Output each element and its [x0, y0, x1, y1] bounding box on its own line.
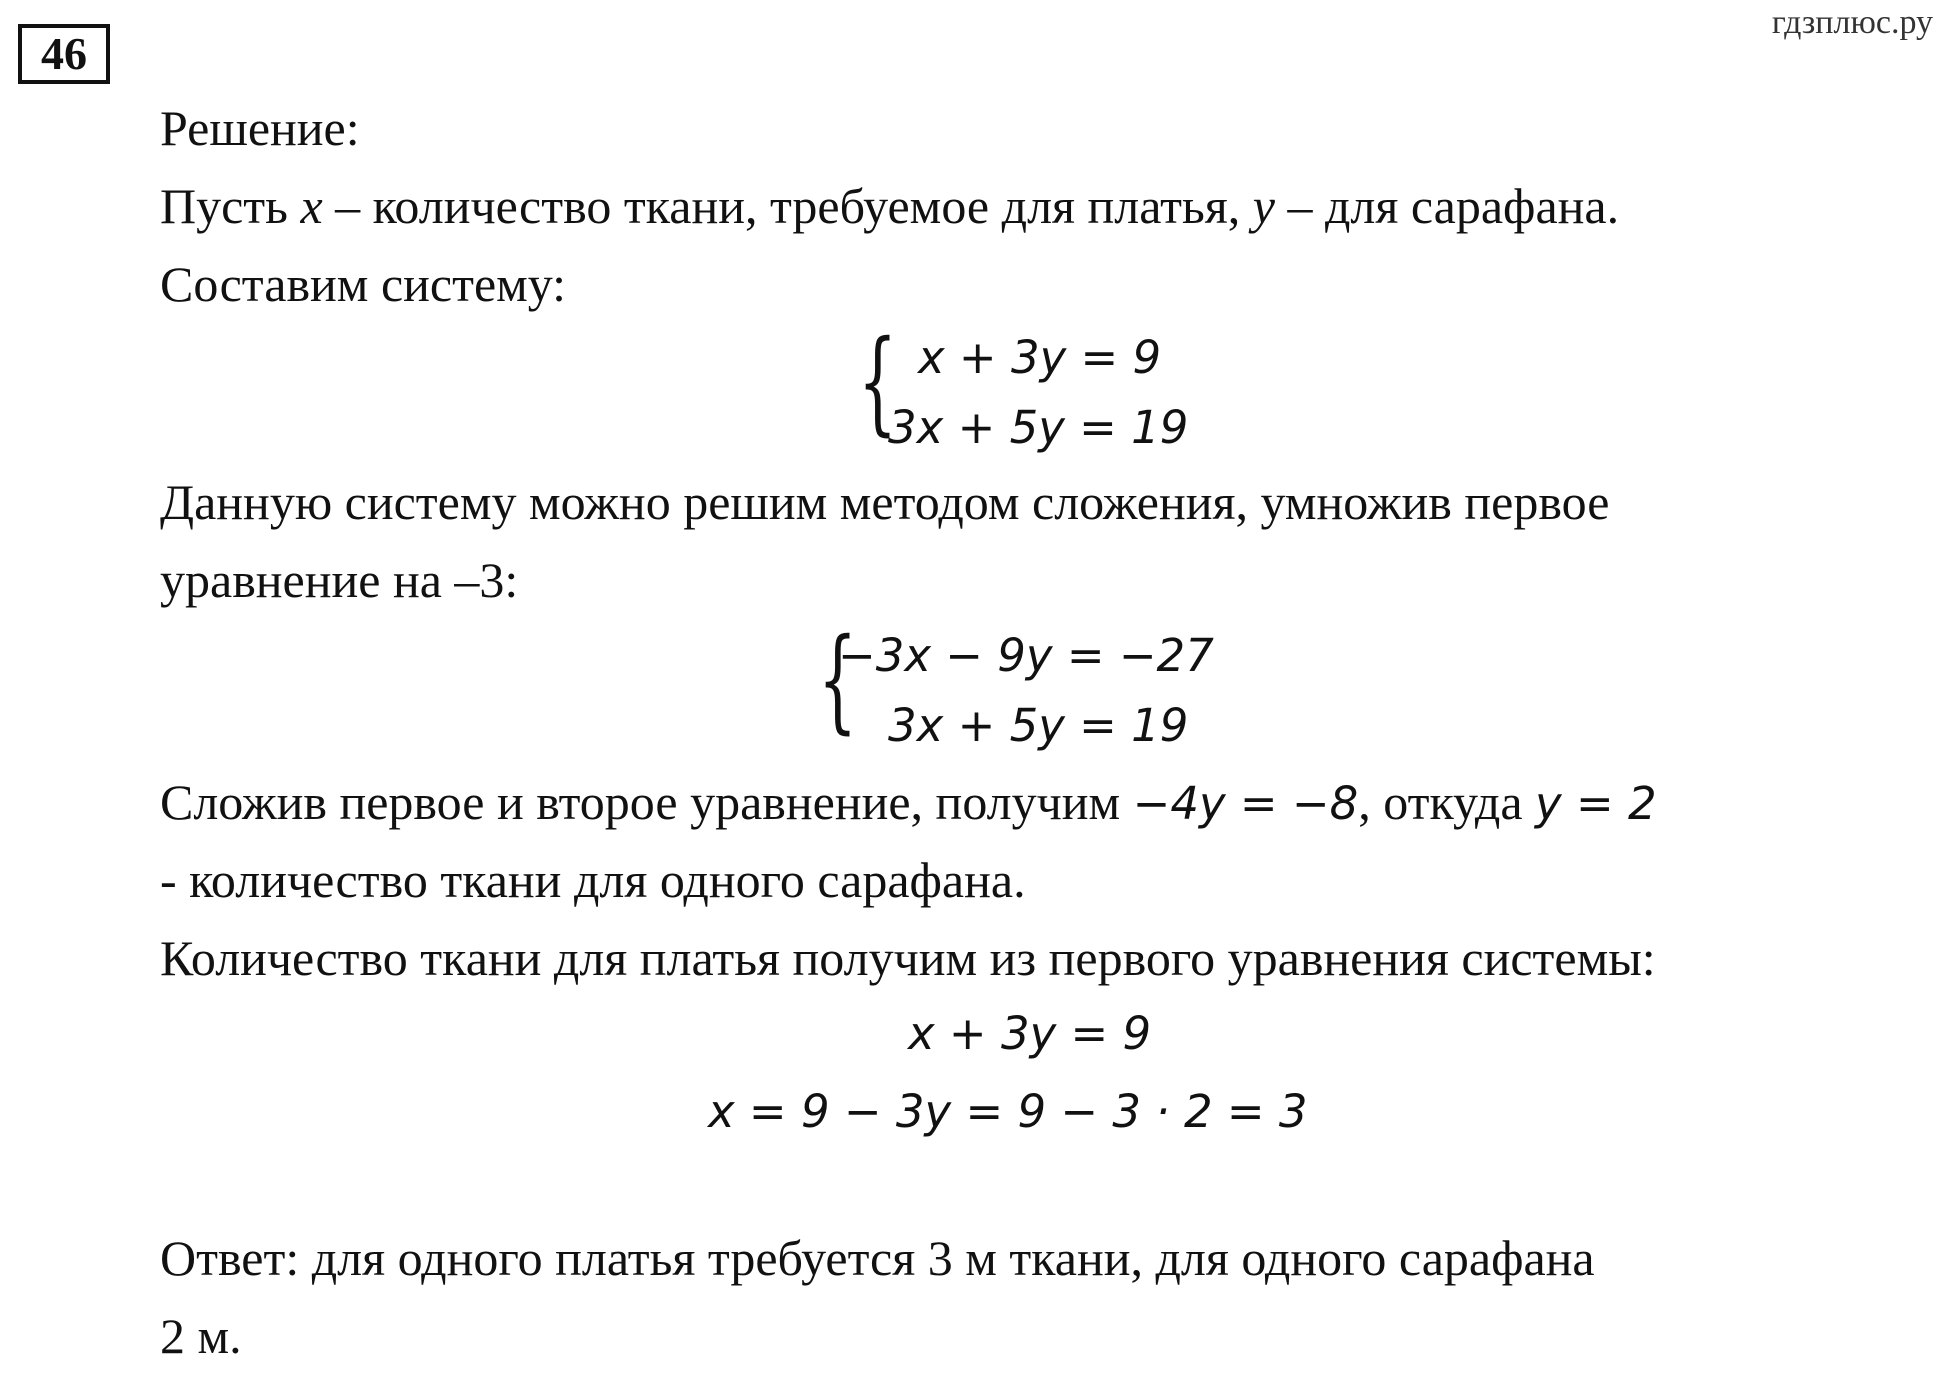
compose-system-text: Составим систему:	[160, 256, 567, 312]
system-brace: {	[858, 317, 898, 447]
dress-fabric-text: Количество ткани для платья получим из первого уравнения системы:	[160, 930, 1656, 986]
task-number: 46	[18, 24, 110, 84]
solution-heading: Решение:	[160, 100, 360, 156]
system2-equation-2: 3x + 5y = 19	[888, 699, 1189, 752]
variable-x: x	[300, 178, 323, 234]
equation-2: x = 9 − 3y = 9 − 3 · 2 = 3	[708, 1085, 1308, 1138]
answer-text-continued: 2 м.	[160, 1308, 242, 1364]
variables-definition	[160, 176, 1619, 236]
text-fragment: – для сарафана.	[1274, 178, 1620, 234]
system-brace: {	[818, 615, 858, 745]
text-fragment: Сложив первое и второе уравнение, получим	[160, 774, 1133, 830]
system1-equation-2: 3x + 5y = 19	[888, 401, 1189, 454]
site-watermark: гдзплюс.ру	[1771, 4, 1933, 41]
system1-equation-1: x + 3y = 9	[918, 331, 1162, 384]
inline-equation: −4y = −8	[1132, 777, 1359, 830]
answer-text: Ответ: для одного платья требуется 3 м ткани, для одного сарафана	[160, 1230, 1595, 1286]
variable-y: y	[1252, 178, 1275, 234]
system2-equation-1: −3x − 9y = −27	[838, 629, 1214, 682]
method-text-continued: уравнение на –3:	[160, 552, 519, 608]
sarafan-fabric-text: - количество ткани для одного сарафана.	[160, 852, 1026, 908]
inline-equation: y = 2	[1535, 777, 1657, 830]
text-fragment: – количество ткани, требуемое для платья,	[322, 178, 1253, 234]
method-text: Данную систему можно решим методом сложения, умножив первое	[160, 474, 1610, 530]
text-fragment: Пусть	[160, 178, 301, 234]
equation-1: x + 3y = 9	[908, 1007, 1152, 1060]
addition-result-text	[160, 772, 1657, 834]
text-fragment: , откуда	[1358, 774, 1536, 830]
